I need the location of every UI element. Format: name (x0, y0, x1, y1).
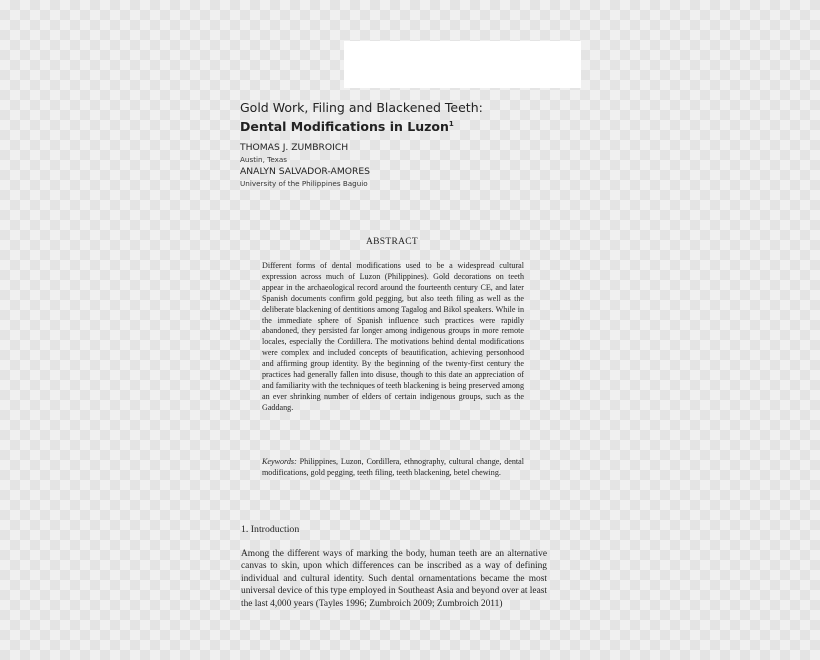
introduction-text: Among the different ways of marking the body, human teeth are an alternative canvas to skin, upon which differences can be inscribed as a way of defining individual and cultural identity. Such dental ornamentations became the most universal device of this type employed in Southeast Asia and beyond over at least the last 4,000 years (Tayles 1996; Zumbroich 2009; Zumbroich 2011) (241, 549, 547, 609)
author-2-affiliation: University of the Philippines Baguio (240, 179, 368, 188)
white-banner-box (344, 41, 581, 88)
title-line-2 (240, 116, 483, 135)
section-heading-introduction: 1. Introduction (241, 524, 300, 535)
abstract-heading: ABSTRACT (366, 237, 419, 247)
author-2-name: ANALYN SALVADOR-AMORES (240, 166, 371, 177)
title-line-1: Gold Work, Filing and Blackened Teeth: (240, 100, 483, 115)
abstract-text: Different forms of dental modifications used to be a widespread cultural expression across much of Luzon (Philippines). Gold decorations on teeth appear in the archaeological record around the fourteenth century CE, and later Spanish documents confirm gold pegging, but also teeth filing as well as the deliberate blackening of dentitions among Tagalog and Bikol speakers. While in the immediate sphere of Spanish influence such practices were rapidly abandoned, they persisted far longer among indigenous groups in more remote locales, especially the Cordillera. The motivations behind dental modifications were complex and included concepts of beautification, achieving personhood and affirming group identity. By the beginning of the twenty-first century the practices had generally fallen into disuse, though to this date an appreciation of and familiarity with the techniques of teeth blackening is being preserved among an ever shrinking number of elders of certain indigenous groups, such as the Gaddang. (262, 261, 524, 412)
title-footnote-mark: 1 (448, 120, 454, 128)
keywords-block (262, 457, 524, 479)
author-1-name: THOMAS J. ZUMBROICH (240, 142, 349, 153)
keywords-label: Keywords: (262, 457, 297, 466)
keywords-text: Philippines, Luzon, Cordillera, ethnography, cultural change, dental modifications, gold pegging, teeth filing, teeth blackening, betel chewing. (262, 457, 524, 477)
paper-title (240, 100, 483, 135)
author-1-affiliation: Austin, Texas (240, 155, 288, 164)
title-line-2-text: Dental Modifications in Luzon (240, 119, 449, 135)
